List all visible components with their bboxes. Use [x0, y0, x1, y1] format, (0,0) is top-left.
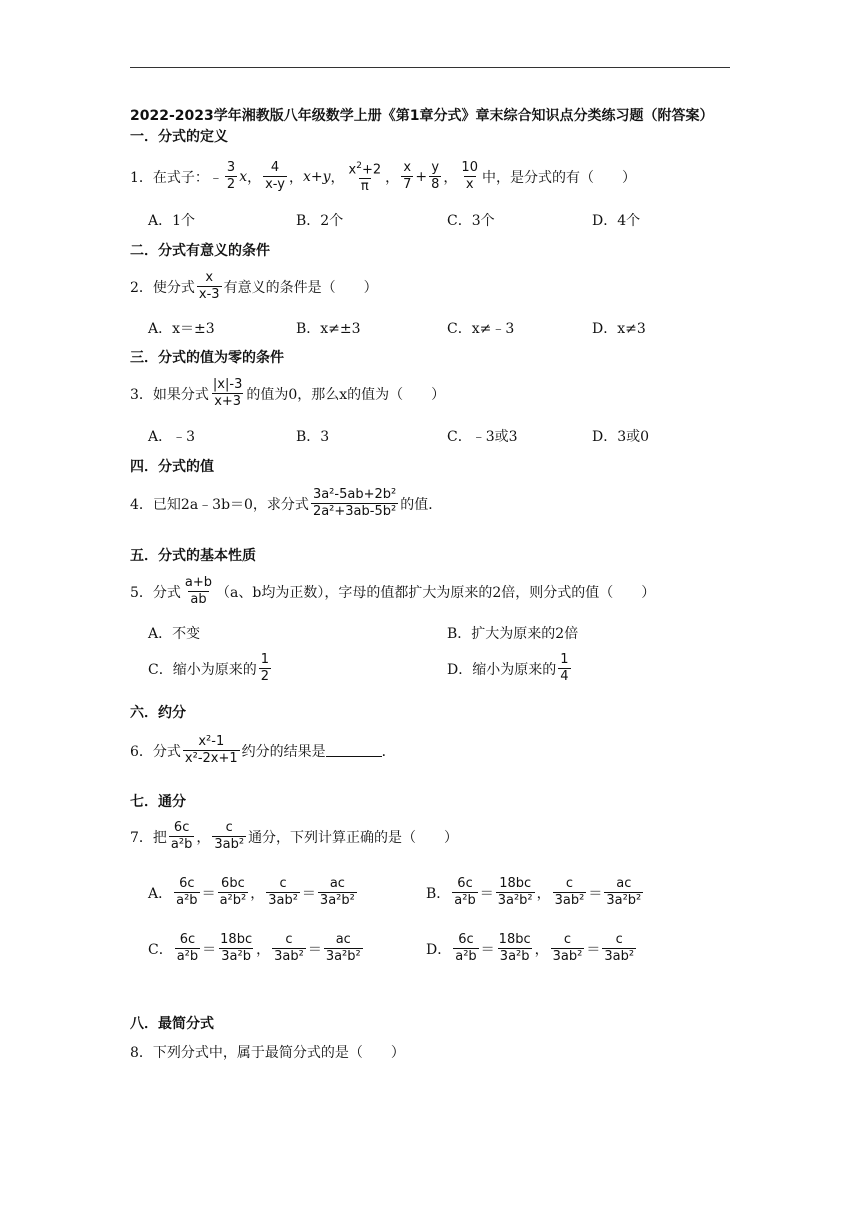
- comma: ，: [288, 169, 303, 186]
- numerator: 10: [461, 160, 478, 176]
- option-d: [447, 652, 573, 685]
- denominator: x+3: [214, 394, 242, 409]
- option-b: B． $\frac{6c}{\text{a²b}}$ ＝ $\frac{18bc}{\text{3a²b²}}$ ， $\frac{c}{\text{3ab²}}$ ＝ $\frac{ac}{\text{3a²b²}}$: [426, 876, 642, 908]
- numerator: ac: [616, 876, 632, 891]
- denominator: 3ab²: [552, 949, 583, 964]
- fraction: [318, 876, 357, 909]
- numerator: x: [205, 270, 214, 285]
- fraction: [553, 876, 587, 909]
- option-c: C．3个: [447, 213, 495, 229]
- q2-suffix: 有意义的条件是（ ）: [223, 279, 378, 296]
- option-text: D．缩小为原来的: [447, 661, 557, 678]
- denominator: 3ab²: [604, 949, 635, 964]
- denominator: a²b: [454, 893, 476, 908]
- q2-text: 2．使分式: [130, 279, 195, 296]
- denominator: 2: [226, 177, 236, 193]
- denominator: 3a²b: [221, 949, 251, 964]
- fraction: [558, 652, 570, 685]
- denominator: 7: [403, 177, 412, 193]
- option-b: B．2个: [296, 213, 344, 229]
- option-a: A．x＝±3: [148, 321, 215, 337]
- section-heading: 七．通分: [130, 794, 186, 810]
- denominator: 2: [260, 669, 269, 684]
- denominator: a²b: [176, 949, 199, 964]
- q7-text: 7．把: [130, 829, 167, 846]
- section-heading: 二．分式有意义的条件: [130, 243, 270, 259]
- section-heading: 八．最简分式: [130, 1016, 214, 1032]
- doc-title: 2022-2023学年湘教版八年级数学上册《第1章分式》章末综合知识点分类练习题（附答案）: [130, 108, 714, 124]
- q4-text: 4．已知2a﹣3b＝0，求分式: [130, 496, 309, 513]
- q6-suffix: 约分的结果是: [241, 743, 326, 760]
- numerator: 6bc: [221, 876, 245, 891]
- option-d: D． $\frac{6c}{\text{a²b}}$ ＝ $\frac{18bc}{\text{3a²b}}$ ， $\frac{c}{\text{3ab²}}$ ＝ $\frac{c}{\text{3ab²}}$: [426, 932, 635, 964]
- denominator: 3a²b: [499, 949, 530, 964]
- denominator: x-3: [198, 287, 220, 302]
- numerator: c: [279, 876, 287, 891]
- option-label: C．: [148, 941, 173, 958]
- fraction: [429, 160, 441, 193]
- option-b: B．x≠±3: [296, 321, 361, 337]
- denominator: a²b: [170, 837, 193, 852]
- header-rule: [130, 67, 730, 68]
- section-heading: 三．分式的值为零的条件: [130, 350, 284, 366]
- denominator: x²-2x+1: [184, 751, 238, 766]
- numerator: 1: [560, 652, 569, 667]
- q3-text: 3．如果分式: [130, 386, 209, 403]
- numerator: 4: [270, 160, 280, 176]
- option-a: A．不变: [148, 626, 201, 642]
- fraction: [174, 876, 199, 909]
- option-b: B．3: [296, 429, 330, 445]
- option-d: D．3或0: [592, 429, 650, 445]
- fraction: [401, 160, 413, 193]
- numerator: 6c: [458, 932, 474, 947]
- q7-suffix: 通分，下列计算正确的是（ ）: [248, 829, 459, 846]
- option-a: A．1个: [148, 213, 196, 229]
- numerator: 18bc: [220, 932, 253, 947]
- option-label: B．: [426, 885, 451, 902]
- question-2: [130, 270, 378, 303]
- q5-suffix: （a、b均为正数），字母的值都扩大为原来的2倍，则分式的值（ ）: [216, 584, 656, 601]
- numerator: 3: [226, 160, 236, 176]
- denominator: 3a²b²: [319, 893, 355, 908]
- fraction: [311, 487, 398, 520]
- denominator: ab: [190, 592, 207, 607]
- period: ．: [381, 743, 396, 760]
- denominator: 3ab²: [274, 949, 304, 964]
- numerator: c: [285, 932, 293, 947]
- question-7: [130, 820, 458, 853]
- option-c: C．﹣3或3: [447, 429, 518, 445]
- denominator: a²b²: [219, 893, 247, 908]
- option-c: C． $\frac{6c}{\text{a²b}}$ ＝ $\frac{18bc}{\text{3a²b}}$ ， $\frac{c}{\text{3ab²}}$ ＝ $\frac{ac}{\text{3a²b²}}$: [148, 932, 361, 964]
- option-c: [148, 652, 273, 685]
- numerator: |x|-3: [212, 377, 243, 392]
- option-c: C．x≠﹣3: [447, 321, 515, 337]
- option-d: D．x≠3: [592, 321, 646, 337]
- q4-suffix: 的值．: [400, 496, 443, 513]
- numerator: a+b: [184, 575, 213, 590]
- denominator: 3ab²: [268, 893, 298, 908]
- fraction: [211, 377, 244, 410]
- fraction: [551, 932, 585, 965]
- numerator: 6c: [173, 820, 190, 835]
- answer-blank[interactable]: [326, 744, 382, 757]
- option-b: B．扩大为原来的2倍: [447, 626, 579, 642]
- fraction: [259, 652, 271, 685]
- numerator: 6c: [179, 876, 195, 891]
- numerator: 1: [260, 652, 269, 667]
- fraction: [225, 160, 237, 193]
- numerator: c: [565, 876, 574, 891]
- comma: ，: [247, 169, 262, 186]
- fraction: [197, 270, 222, 303]
- numerator: c: [225, 820, 233, 835]
- denominator: 3ab²: [214, 837, 245, 852]
- numerator: c: [563, 932, 572, 947]
- denominator: a²b: [455, 949, 477, 964]
- fraction: [183, 734, 240, 767]
- comma: ，: [330, 169, 345, 186]
- denominator: π: [360, 179, 369, 195]
- option-d: D．4个: [592, 213, 641, 229]
- fraction: [347, 158, 384, 195]
- numerator: 18bc: [498, 932, 531, 947]
- numerator: x²-1: [198, 734, 225, 749]
- section-heading: 五．分式的基本性质: [130, 548, 256, 564]
- denominator: 2a²+3ab-5b²: [312, 504, 397, 519]
- numerator: 6c: [179, 932, 196, 947]
- fraction: [272, 932, 306, 965]
- denominator: 3a²b²: [325, 949, 361, 964]
- question-6: [130, 734, 396, 767]
- question-8: 8．下列分式中，属于最简分式的是（ ）: [130, 1045, 405, 1061]
- section-heading: 六．约分: [130, 705, 186, 721]
- fraction: [212, 820, 246, 853]
- denominator: 4: [560, 669, 569, 684]
- fraction: [459, 160, 480, 193]
- question-4: [130, 487, 442, 520]
- fraction: [169, 820, 194, 853]
- q6-text: 6．分式: [130, 743, 181, 760]
- fraction: [602, 932, 636, 965]
- numerator: [347, 158, 384, 178]
- question-1: [130, 158, 636, 195]
- term: +2: [361, 162, 382, 178]
- numerator: ac: [335, 932, 351, 947]
- numerator: 6c: [457, 876, 473, 891]
- fraction: [604, 876, 643, 909]
- option-label: D．: [426, 941, 452, 958]
- numerator: x: [403, 160, 412, 176]
- section-heading: 四．分式的值: [130, 459, 214, 475]
- question-3: [130, 377, 445, 410]
- fraction: [324, 932, 363, 965]
- denominator: 3a²b²: [497, 893, 533, 908]
- comma: ，: [443, 169, 458, 186]
- question-5: [130, 575, 655, 608]
- numerator: c: [615, 932, 623, 947]
- fraction: [497, 932, 533, 965]
- section-heading: 一．分式的定义: [130, 129, 228, 145]
- comma: ，: [196, 829, 211, 846]
- q1-text: 1．在式子：: [130, 169, 209, 186]
- fraction: [452, 876, 477, 909]
- fraction: [175, 932, 200, 965]
- base: x: [348, 162, 357, 178]
- denominator: 3ab²: [554, 893, 585, 908]
- minus-sign: ﹣: [208, 169, 223, 186]
- option-label: A．: [148, 885, 173, 902]
- denominator: 3a²b²: [606, 893, 642, 908]
- fraction: [453, 932, 478, 965]
- fraction: [218, 932, 254, 965]
- q5-text: 5．分式: [130, 584, 181, 601]
- fraction: [183, 575, 214, 608]
- numerator: y: [431, 160, 440, 176]
- denominator: a²b: [176, 893, 198, 908]
- fraction: [496, 876, 535, 909]
- exponent: 2: [356, 161, 362, 171]
- denominator: x-y: [265, 177, 285, 193]
- plus-sign: +: [415, 168, 428, 185]
- q1-suffix: 中，是分式的有（ ）: [481, 169, 636, 186]
- numerator: 3a²-5ab+2b²: [312, 487, 397, 502]
- denominator: x: [465, 177, 474, 193]
- denominator: 8: [431, 177, 440, 193]
- fraction: [218, 876, 249, 909]
- option-text: C．缩小为原来的: [148, 661, 257, 678]
- expression: x+y: [302, 168, 331, 185]
- q3-suffix: 的值为0，那么x的值为（ ）: [246, 386, 446, 403]
- fraction: [263, 160, 287, 193]
- numerator: 18bc: [499, 876, 532, 891]
- fraction: [266, 876, 300, 909]
- option-a: A．﹣3: [148, 429, 196, 445]
- variable: x: [239, 168, 248, 185]
- option-a: A． $\frac{6c}{\text{a²b}}$ ＝ $\frac{6bc}{\text{a²b²}}$ ， $\frac{c}{\text{3ab²}}$ ＝ $\frac{ac}{\text{3a²b²}}$: [148, 876, 355, 908]
- numerator: ac: [329, 876, 345, 891]
- comma: ，: [385, 169, 400, 186]
